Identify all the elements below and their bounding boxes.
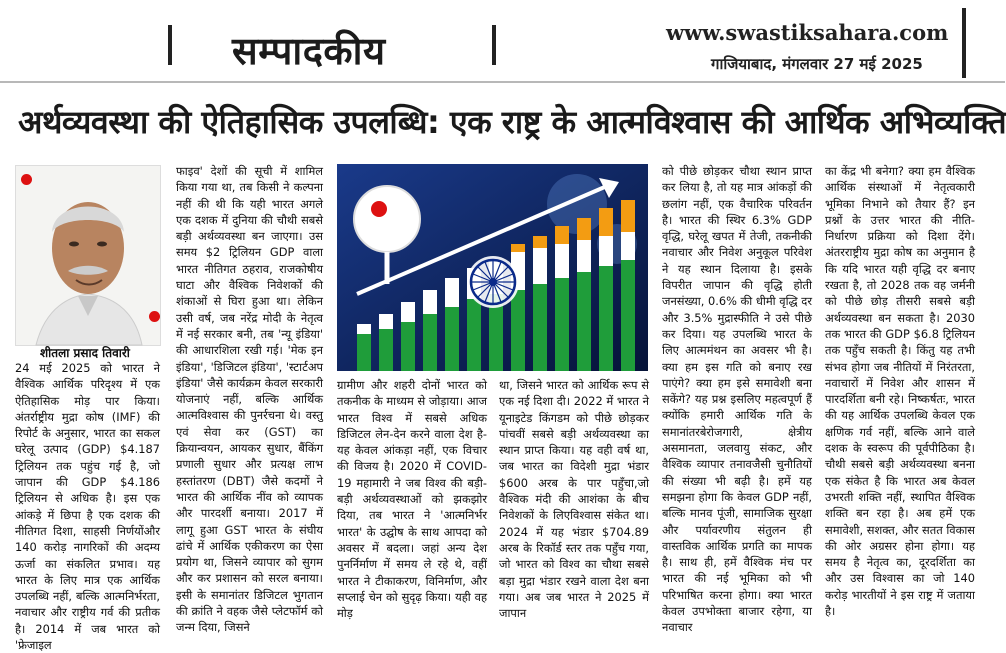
article-column-5: को पीछे छोड़कर चौथा स्थान प्राप्त कर लिया है, तो यह मात्र आंकड़ों की छलांग नहीं, एक वैचारिक परिवर्तन है। भारत की स्थिर 6.3% GDP वृद्धि, घरेलू खपत में तेजी, तकनीकी नवाचार और निवेश अनुकूल परिवेश ने यह स्थान दिलाया है। इसके विपरीत जापान की वृद्धि होती जनसंख्या, 0.6% की धीमी वृद्धि दर और 3.5% मुद्रास्फीति ने उसे पीछे कर दिया। यह उपलब्धि भारत के लिए आत्ममंथन का अवसर भी है। क्या हम इस गति को बनाए रख पाएंगे? क्या हम इसे समावेशी बना सकेंगे? यह प्रश्न इसलिए महत्वपूर्ण हैं क्योंकि हमारी आर्थिक गति के समानांतरबेरोजगारी, क्षेत्रीय असमानता, जलवायु संकट, और वैश्विक व्यापार तनावजैसी चुनौतियों की संख्या भी बढ़ी है। हमें यह समझना होगा कि केवल GDP नहीं, बल्कि मानव पूंजी, सामाजिक सुरक्षा और पर्यावरणीय संतुलन ही वास्तविक आर्थिक प्रगति का मापक है। साथ ही, हमें वैश्विक मंच पर भारत की नई भूमिका को भी परिभाषित करना होगा। क्या भारत केवल उपभोक्ता बाजार रहेगा, या नवाचार xyxy=(662,164,812,635)
masthead xyxy=(0,0,1005,80)
divider xyxy=(492,25,496,65)
decorative-dot xyxy=(21,174,32,185)
growth-bars-graphic xyxy=(337,164,648,371)
article-column-4: था, जिसने भारत को आर्थिक रूप से एक नई दिशा दी। 2022 में भारत ने यूनाइटेड किंगडम को पीछे छोड़कर पांचवीं सबसे बड़ी अर्थव्यवस्था का स्थान प्राप्त किया। यह वही वर्ष था, जब भारत का विदेशी मुद्रा भंडार $600 अरब के पार पहुँचा,जो वैश्विक मंदी की आशंका के बीच निवेशकों के लिएविश्वास संकेत था।2024 में यह भंडार $704.89 अरब के रिकॉर्ड स्तर तक पहुँच गया, जो भारत को विश्व का चौथा सबसे बड़ा मुद्रा भंडार रखने वाला देश बना गया। अब जब भारत ने 2025 में जापान xyxy=(499,378,649,621)
growth-illustration xyxy=(337,164,648,371)
author-name: शीतला प्रसाद तिवारी xyxy=(40,346,130,360)
author-photo xyxy=(15,165,161,346)
decorative-dot xyxy=(149,311,160,322)
article-column-6: का केंद्र भी बनेगा? क्या हम वैश्विक आर्थिक संस्थाओं में नेतृत्वकारी भूमिका निभाने को तैयार हैं? इन प्रश्नों के उत्तर भारत की नीति-निर्धारण प्रक्रिया को दिशा देंगे। अंतरराष्ट्रीय मुद्रा कोष का अनुमान है कि यदि भारत यही वृद्धि दर बनाए रखता है, तो 2028 तक वह जर्मनी को पीछे छोड़ तीसरी सबसे बड़ी अर्थव्यवस्था बन सकता है। 2030 तक भारत की GDP $6.8 ट्रिलियन तक पहुँच सकती है। किंतु यह तभी संभव होगा जब नीतियों में निरंतरता, नवाचारों में निवेश और शासन में पारदर्शिता बनी रहे। निष्कर्षतः, भारत की यह आर्थिक उपलब्धि केवल एक क्षणिक गर्व नहीं, बल्कि आने वाले दशक के स्वरूप की पूर्वपीठिका है। चौथी सबसे बड़ी अर्थव्यवस्था बनना एक संकेत है कि भारत अब केवल उभरती शक्ति नहीं, स्थापित वैश्विक शक्ति बन रहा है। अब हमें एक समावेशी, सशक्त, और सतत विकास की ओर अग्रसर होना होगा। यह समय है नेतृत्व का, दूरदर्शिता का और उस विश्वास का जो 140 करोड़ भारतीयों ने इस राष्ट्र में जताया है। xyxy=(825,164,975,619)
dateline: गाजियाबाद, मंगलवार 27 मई 2025 xyxy=(711,55,923,73)
portrait-illustration xyxy=(16,166,160,345)
section-title: सम्पादकीय xyxy=(232,28,386,73)
article-column-2: फाइव' देशों की सूची में शामिल किया गया था, तब किसी ने कल्पना नहीं की थी कि यही भारत अगले एक दशक में दुनिया की चौथी सबसे बड़ी अर्थव्यवस्था बन जाएगा। उस समय $2 ट्रिलियन GDP वाला भारत नीतिगत ठहराव, राजकोषीय घाटा और वैश्विक निवेशकों की शंकाओं से घिरा हुआ था। लेकिन उसी वर्ष, जब नरेंद्र मोदी के नेतृत्व में नई सरकार बनी, तब 'न्यू इंडिया' की आधारशिला रखी गई। 'मेक इन इंडिया', 'डिजिटल इंडिया', 'स्टार्टअप इंडिया' जैसे कार्यक्रम केवल सरकारी योजनाएं नहीं, बल्कि आर्थिक आत्मविश्वास की पुनर्रचना थे। वस्तु एवं सेवा कर (GST) का क्रियान्वयन, आयकर सुधार, बैंकिंग प्रणाली सुधार और प्रत्यक्ष लाभ हस्तांतरण (DBT) जैसे कदमों ने भारत की आर्थिक नींव को व्यापक और पारदर्शी बनाया। 2017 में लागू हुआ GST भारत के संघीय ढांचे में आर्थिक एकीकरण का ऐसा प्रयोग था, जिसने व्यापार को सुगम और कर प्रशासन को सरल बनाया। इसी के समानांतर डिजिटल भुगतान की क्रांति ने वहक जैसे प्लेटफॉर्म को जन्म दिया, जिसने xyxy=(176,164,323,635)
headline: अर्थव्यवस्था की ऐतिहासिक उपलब्धि: एक राष्ट्र के आत्मविश्वास की आर्थिक अभिव्यक्ति xyxy=(18,103,1006,141)
article-column-1: 24 मई 2025 को भारत ने वैश्विक आर्थिक परिदृश्य में एक ऐतिहासिक मोड़ पार किया। अंतर्राष्ट्रीय मुद्रा कोष (IMF) की रिपोर्ट के अनुसार, भारत का सकल घरेलू उत्पाद (GDP) $4.187 ट्रिलियन तक पहुंच गई है, जो जापान की GDP $4.186 ट्रिलियन से अधिक है। इस एक आंकड़े में छिपा है एक दशक की नीतिगत दिशा, साहसी निर्णयोंऔर 140 करोड़ नागरिकों की अदम्य ऊर्जा का संकलित प्रभाव। यह भारत के लिए मात्र एक आर्थिक उपलब्धि नहीं, बल्कि आत्मनिर्भरता, नवाचार और राष्ट्रीय गर्व की प्रतीक है। 2014 में जब भारत को 'फ्रेजाइल xyxy=(15,361,160,653)
ashoka-chakra-icon xyxy=(467,256,519,308)
divider xyxy=(168,25,172,65)
divider xyxy=(0,81,1005,83)
divider xyxy=(962,8,966,78)
website-url[interactable]: www.swastiksahara.com xyxy=(666,20,949,45)
article-column-3: ग्रामीण और शहरी दोनों भारत को तकनीक के माध्यम से जोड़ाया। आज भारत विश्व में सबसे अधिक डिजिटल लेन-देन करने वाला देश है- यह केवल आंकड़ा नहीं, एक विचार की विजय है। 2020 में COVID-19 महामारी ने जब विश्व की बड़ी-बड़ी अर्थव्यवस्थाओं को झकझोर दिया, तब भारत ने 'आत्मनिर्भर भारत' के उद्घोष के साथ आपदा को अवसर में बदला। जहां अन्य देश पुनर्निर्माण में समय ले रहे थे, वहीं भारत ने टीकाकरण, विनिर्माण, और सप्लाई चेन को सुदृढ़ किया। यही वह मोड़ xyxy=(337,378,487,621)
